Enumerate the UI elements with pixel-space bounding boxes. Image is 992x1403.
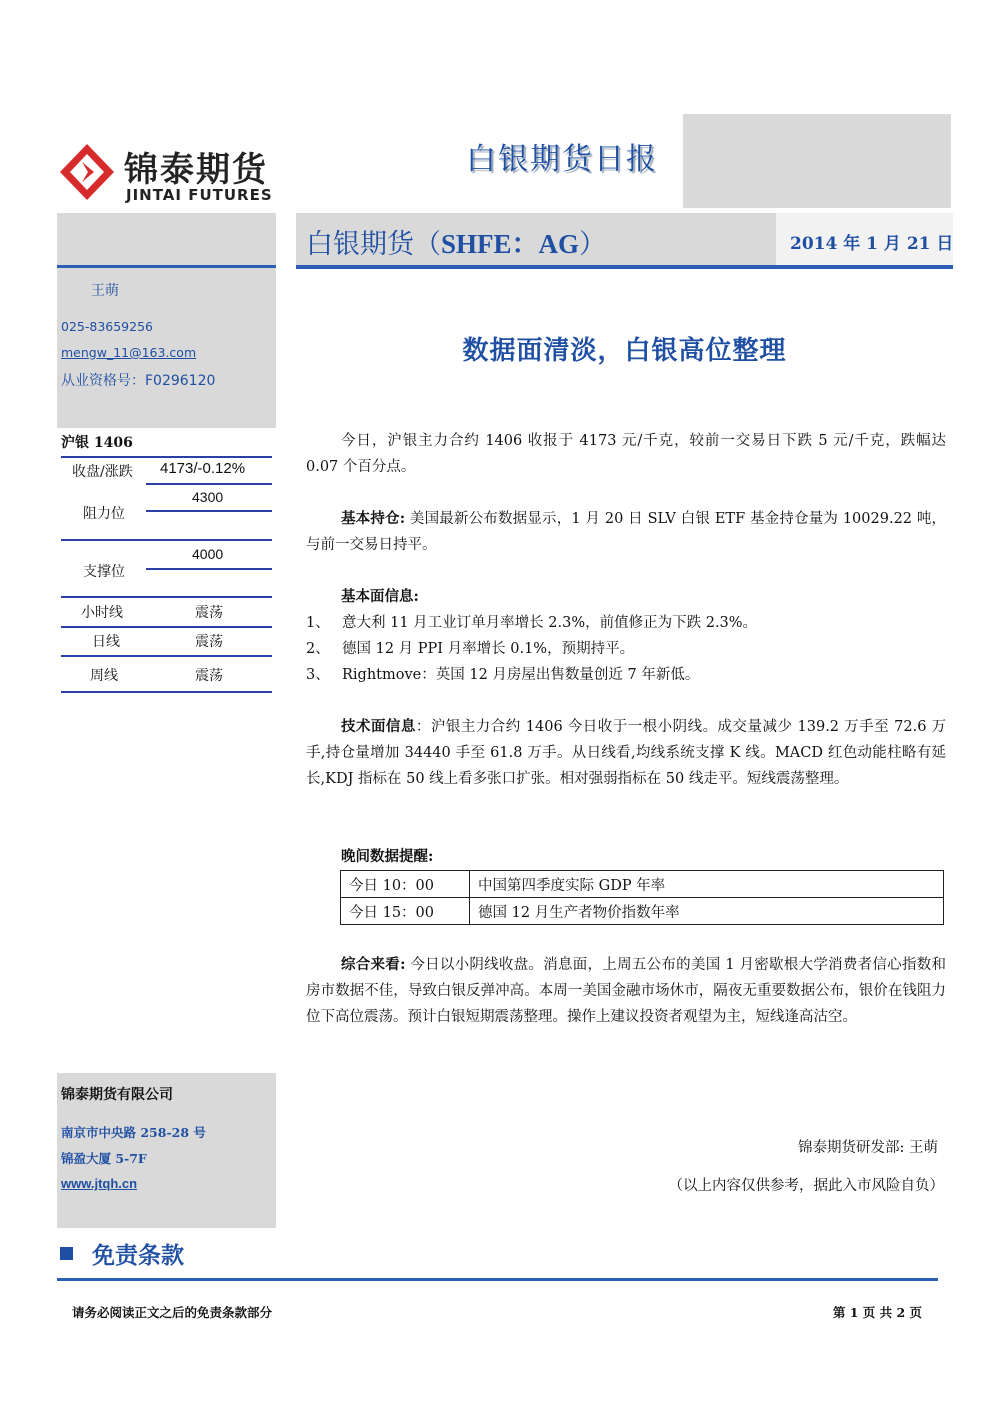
list-item: 2、 德国 12 月 PPI 月率增长 0.1%，预期持平。 bbox=[306, 641, 635, 657]
weekly-label: 周线 bbox=[90, 668, 118, 684]
evening-data-table bbox=[340, 870, 944, 925]
company-building: 锦盈大厦 5-7F bbox=[61, 1151, 147, 1166]
event-desc: 德国 12 月生产者物价指数年率 bbox=[470, 898, 944, 925]
analyst-phone: 025-83659256 bbox=[61, 319, 153, 334]
row-divider bbox=[61, 596, 272, 598]
fundamental-heading: 基本面信息: bbox=[341, 588, 419, 605]
row-divider bbox=[61, 456, 272, 458]
company-name: 锦泰期货有限公司 bbox=[61, 1087, 173, 1103]
row-divider bbox=[61, 626, 272, 628]
footer-rule bbox=[57, 1278, 938, 1281]
resistance-label: 阻力位 bbox=[83, 506, 125, 522]
event-time: 今日 10：00 bbox=[341, 871, 470, 898]
report-date: 2014 年 1 月 21 日 bbox=[790, 234, 954, 254]
row-divider bbox=[61, 691, 272, 693]
intro-paragraph: 今日，沪银主力合约 1406 收报于 4173 元/千克，较前一交易日下跌 5 元/千克，跌幅达 0.07 个百分点。 bbox=[306, 433, 946, 475]
analyst-email-link[interactable]: mengw_11@163.com bbox=[61, 345, 197, 360]
row-divider bbox=[146, 483, 272, 485]
table-row bbox=[341, 898, 944, 925]
page-number: 第 1 页 共 2 页 bbox=[832, 1305, 922, 1320]
jintai-logo-icon bbox=[58, 142, 116, 202]
row-divider bbox=[146, 510, 272, 512]
summary-paragraph: 综合来看: 今日以小阴线收盘。消息面，上周五公布的美国 1 月密歇根大学消费者信心指数和房市数据不佳，导致白银反弹冲高。本周一美国金融市场休市，隔夜无重要数据公布，银价在钱阻力位下高位震荡。预计白银短期震荡整理。操作上建议投资者观望为主，短线逢高沽空。 bbox=[306, 956, 946, 1025]
headline: 数据面清淡，白银高位整理 bbox=[462, 336, 787, 366]
event-desc: 中国第四季度实际 GDP 年率 bbox=[470, 871, 944, 898]
report-title: 白银期货日报 bbox=[466, 142, 658, 177]
company-logo bbox=[58, 140, 288, 210]
resistance-value: 4300 bbox=[192, 489, 224, 505]
hourly-value: 震荡 bbox=[195, 605, 223, 621]
weekly-value: 震荡 bbox=[195, 668, 223, 684]
product-title: 白银期货（SHFE：AG） bbox=[306, 229, 607, 260]
close-value: 4173/-0.12% bbox=[160, 460, 246, 477]
analyst-license: 从业资格号：F0296120 bbox=[61, 373, 216, 389]
risk-note: （以上内容仅供参考，据此入市风险自负） bbox=[668, 1178, 944, 1194]
event-time: 今日 15：00 bbox=[341, 898, 470, 925]
evening-heading: 晚间数据提醒: bbox=[341, 848, 434, 865]
holdings-paragraph: 基本持仓: 美国最新公布数据显示，1 月 20 日 SLV 白银 ETF 基金持仓量为 10029.22 吨，与前一交易日持平。 bbox=[306, 510, 946, 553]
row-divider bbox=[61, 655, 272, 657]
table-row bbox=[341, 871, 944, 898]
support-value: 4000 bbox=[192, 546, 224, 562]
price-panel bbox=[57, 428, 276, 1073]
disclaimer-title: 免责条款 bbox=[92, 1242, 184, 1269]
logo-text-cn: 锦泰期货 bbox=[124, 150, 268, 190]
row-divider bbox=[146, 568, 272, 570]
report-title-box bbox=[683, 114, 951, 208]
hourly-label: 小时线 bbox=[81, 605, 123, 621]
logo-text-en: JINTAI FUTURES bbox=[126, 186, 273, 204]
analyst-name: 王萌 bbox=[91, 283, 119, 299]
footer-notice: 请务必阅读正文之后的免责条款部分 bbox=[72, 1305, 273, 1320]
support-label: 支撑位 bbox=[83, 564, 125, 580]
bullet-square-icon bbox=[60, 1247, 73, 1260]
contract-name: 沪银 1406 bbox=[61, 435, 133, 451]
technical-paragraph: 技术面信息：沪银主力合约 1406 今日收于一根小阴线。成交量减少 139.2 万手至 72.6 万手,持仓量增加 34440 手至 61.8 万手。从日线看,均线系统支撑 K 线。MACD 红色动能柱略有延长,KDJ 指标在 50 线上看多张口扩张。相对强弱指标在 50 线走平。短线震荡整理。 bbox=[306, 718, 946, 787]
company-website-link[interactable]: www.jtqh.cn bbox=[61, 1176, 138, 1191]
product-bar-rule bbox=[296, 265, 953, 269]
sidebar-divider bbox=[57, 265, 276, 268]
list-item: 1、 意大利 11 月工业订单月率增长 2.3%，前值修正为下跌 2.3%。 bbox=[306, 615, 758, 631]
company-address: 南京市中央路 258-28 号 bbox=[61, 1125, 206, 1140]
list-item: 3、 Rightmove：英国 12 月房屋出售数量创近 7 年新低。 bbox=[306, 667, 700, 683]
daily-label: 日线 bbox=[92, 634, 120, 650]
row-divider bbox=[61, 539, 272, 541]
daily-value: 震荡 bbox=[195, 634, 223, 650]
close-label: 收盘/涨跌 bbox=[72, 464, 133, 480]
author-department: 锦泰期货研发部: 王萌 bbox=[798, 1140, 938, 1156]
